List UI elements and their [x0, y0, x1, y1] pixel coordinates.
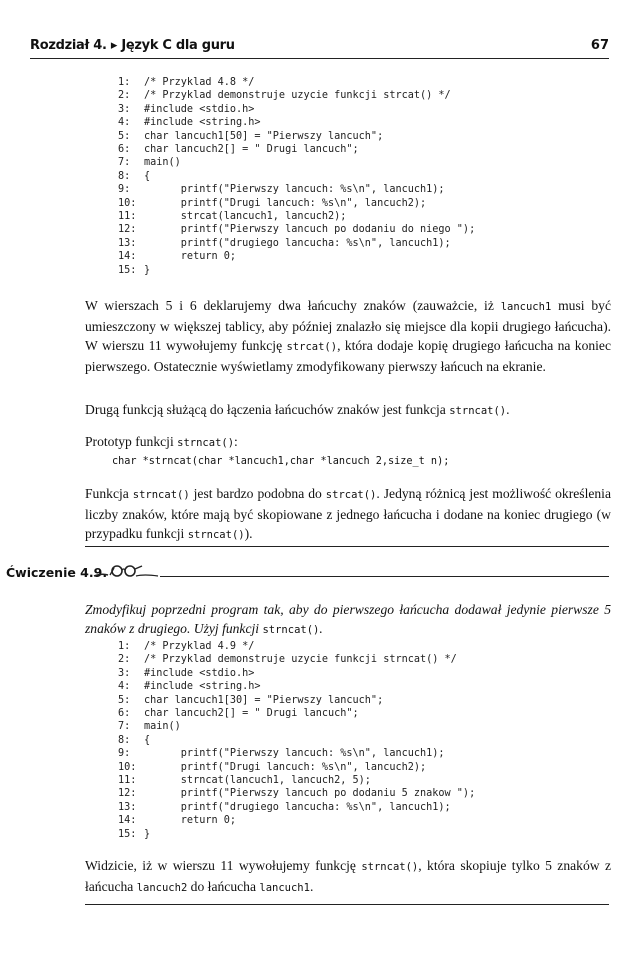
code-text: { [144, 734, 151, 746]
line-number: 9: [118, 748, 131, 760]
code-line [118, 197, 475, 210]
code-text: strncat(lancuch1, lancuch2, 5); [144, 775, 371, 787]
code-line [118, 720, 475, 733]
paragraph-strncat-result: Widzicie, iż w wierszu 11 wywołujemy funkcję strncat(), która skopiuje tylko 5 znaków z łańcucha lancuch2 do łańcucha lancuch1. [85, 858, 611, 894]
line-number: 11: [118, 211, 137, 223]
code-line [118, 223, 475, 236]
code-line [118, 183, 475, 196]
line-number: 7: [118, 721, 131, 733]
line-number: 15: [118, 264, 137, 276]
line-number: 14: [118, 815, 137, 827]
line-number: 4: [118, 681, 131, 693]
code-text: { [144, 170, 151, 182]
line-number: 8: [118, 170, 131, 182]
code-line [118, 761, 475, 774]
code-text: printf("Pierwszy lancuch po dodaniu 5 znakow "); [144, 788, 476, 800]
line-number: 2: [118, 654, 131, 666]
code-line [118, 103, 475, 116]
code-line [118, 170, 475, 183]
code-line [118, 116, 475, 129]
code-text: /* Przyklad 4.8 */ [144, 77, 255, 88]
paragraph-strncat-intro: Drugą funkcją służącą do łączenia łańcuchów znaków jest funkcja strncat(). [85, 402, 510, 417]
code-text: printf("Pierwszy lancuch po dodaniu do niego "); [144, 224, 476, 236]
code-line [118, 156, 475, 169]
inline-code: strncat() [132, 489, 190, 501]
line-number: 12: [118, 788, 137, 800]
line-number: 10: [118, 197, 137, 209]
footer-rule [85, 904, 609, 905]
line-number: 7: [118, 157, 131, 169]
code-text: /* Przyklad demonstruje uzycie funkcji strncat() */ [144, 654, 457, 666]
code-line [118, 76, 475, 89]
code-text: #include <string.h> [144, 117, 261, 129]
code-text: /* Przyklad 4.9 */ [144, 641, 255, 652]
exercise-task: Zmodyfikuj poprzedni program tak, aby do pierwszego łańcucha dodawał jedynie pierwsze 5 znaków z drugiego. Użyj funkcji strncat(). [85, 602, 611, 636]
code-line [118, 237, 475, 250]
code-line [118, 653, 475, 666]
inline-code: strcat() [325, 489, 377, 501]
glasses-icon [92, 560, 160, 580]
code-line [118, 707, 475, 720]
code-text: char lancuch1[50] = "Pierwszy lancuch"; [144, 130, 384, 142]
line-number: 1: [118, 641, 131, 652]
code-text: printf("Pierwszy lancuch: %s\n", lancuch1); [144, 184, 445, 196]
line-number: 9: [118, 184, 131, 196]
inline-code: strncat() [187, 529, 245, 541]
code-line [118, 828, 475, 841]
page-header [30, 38, 609, 58]
code-text: strcat(lancuch1, lancuch2); [144, 211, 347, 223]
code-listing-4-8 [118, 76, 475, 277]
code-text: return 0; [144, 251, 237, 263]
code-text: #include <string.h> [144, 681, 261, 693]
line-number: 10: [118, 761, 137, 773]
code-line [118, 210, 475, 223]
line-number: 11: [118, 775, 137, 787]
code-line [118, 130, 475, 143]
header-rule [30, 58, 609, 59]
code-line [118, 250, 475, 263]
exercise-rule [160, 576, 609, 577]
code-line [118, 667, 475, 680]
code-line [118, 774, 475, 787]
line-number: 5: [118, 130, 131, 142]
code-line [118, 801, 475, 814]
inline-code: strncat() [177, 437, 235, 449]
code-line [118, 680, 475, 693]
line-number: 14: [118, 251, 137, 263]
code-text: main() [144, 157, 181, 169]
code-text: printf("drugiego lancucha: %s\n", lancuch1); [144, 237, 451, 249]
code-text: /* Przyklad demonstruje uzycie funkcji strcat() */ [144, 90, 451, 102]
prototype-code: char *strncat(char *lancuch1,char *lancuch 2,size_t n); [112, 456, 450, 467]
page-number: 67 [590, 38, 609, 53]
code-text: printf("drugiego lancucha: %s\n", lancuch1); [144, 801, 451, 813]
inline-code: lancuch1 [500, 301, 552, 313]
line-number: 8: [118, 734, 131, 746]
line-number: 12: [118, 224, 137, 236]
paragraph-prototype-label: Prototyp funkcji strncat(): [85, 434, 238, 449]
line-number: 3: [118, 103, 131, 115]
code-listing-4-9 [118, 640, 475, 841]
inline-code: strncat() [361, 861, 419, 873]
code-line [118, 143, 475, 156]
code-text: } [144, 828, 151, 840]
code-line [118, 787, 475, 800]
line-number: 6: [118, 144, 131, 156]
code-text: #include <stdio.h> [144, 667, 255, 679]
inline-code: strncat() [262, 624, 320, 636]
code-text: printf("Pierwszy lancuch: %s\n", lancuch1); [144, 748, 445, 760]
code-line [118, 734, 475, 747]
paragraph-strncat-description: Funkcja strncat() jest bardzo podobna do strcat(). Jedyną różnicą jest możliwość określenia liczby znaków, które mają być skopiowane z jednego łańcucha i dodane na koniec drugiego (w przypadku funkcji strncat()). [85, 486, 611, 541]
inline-code: strcat() [286, 341, 338, 353]
line-number: 1: [118, 77, 131, 88]
line-number: 2: [118, 90, 131, 102]
code-line [118, 89, 475, 102]
line-number: 15: [118, 828, 137, 840]
line-number: 5: [118, 694, 131, 706]
line-number: 3: [118, 667, 131, 679]
line-number: 13: [118, 237, 137, 249]
code-text: char lancuch2[] = " Drugi lancuch"; [144, 144, 359, 156]
code-text: } [144, 264, 151, 276]
line-number: 6: [118, 708, 131, 720]
code-text: printf("Drugi lancuch: %s\n", lancuch2); [144, 197, 427, 209]
code-text: printf("Drugi lancuch: %s\n", lancuch2); [144, 761, 427, 773]
section-rule [85, 546, 609, 547]
inline-code: lancuch2 [136, 882, 188, 894]
inline-code: strncat() [449, 405, 507, 417]
line-number: 13: [118, 801, 137, 813]
exercise-label: Ćwiczenie 4.9. [6, 565, 108, 580]
code-line [118, 694, 475, 707]
code-line [118, 814, 475, 827]
inline-code: lancuch1 [259, 882, 310, 894]
code-line [118, 747, 475, 760]
code-text: main() [144, 721, 181, 733]
line-number: 4: [118, 117, 131, 129]
chapter-title: Rozdział 4. ▸ Język C dla guru [30, 38, 235, 53]
code-text: char lancuch2[] = " Drugi lancuch"; [144, 708, 359, 720]
code-text: #include <stdio.h> [144, 103, 255, 115]
paragraph-strcat-explanation: W wierszach 5 i 6 deklarujemy dwa łańcuchy znaków (zauważcie, iż lancuch1 musi być umieszczony w większej tablicy, aby później znalazło się miejsce dla kopii drugiego łańcucha). W wierszu 11 wywołujemy funkcję strcat(), która dodaje kopię drugiego łańcucha na koniec pierwszego. Ostatecznie wyświetlamy zmodyfikowany pierwszy łańcuch na ekranie. [85, 298, 612, 374]
code-line [118, 640, 475, 653]
code-text: return 0; [144, 815, 237, 827]
code-line [118, 264, 475, 277]
code-text: char lancuch1[30] = "Pierwszy lancuch"; [144, 694, 384, 706]
